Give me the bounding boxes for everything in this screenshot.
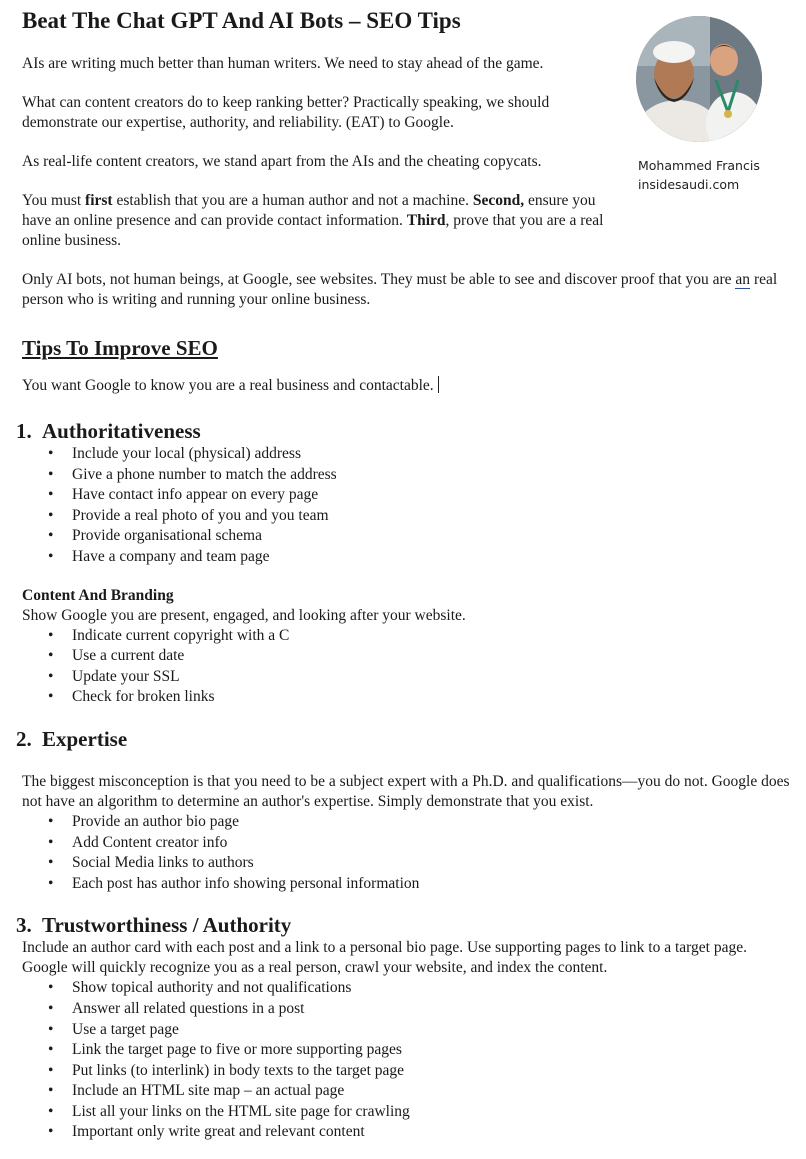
list-item: • Provide a real photo of you and you team [22,506,792,527]
page-title: Beat The Chat GPT And AI Bots – SEO Tips [22,8,461,33]
tips-heading: Tips To Improve SEO [22,336,218,360]
intro-paragraph-2: What can content creators do to keep ranking better? Practically speaking, we should demonstrate our expertise, authority, and reliability. (EAT) to Google. [22,94,550,131]
intro-paragraph-3: As real-life content creators, we stand apart from the AIs and the cheating copycats. [22,153,542,170]
list-item: • Include an HTML site map – an actual page [22,1081,792,1102]
list-item: • Important only write great and relevant content [22,1122,792,1143]
list-item: • Have a company and team page [22,547,792,568]
list-item: • Provide an author bio page [22,812,792,833]
author-name: Mohammed Francis [638,158,760,173]
section-trustworthiness-heading: 3. Trustworthiness / Authority [16,913,292,938]
list-item: • List all your links on the HTML site page for crawling [22,1102,792,1123]
trustworthiness-list [22,978,792,1143]
text-cursor [438,376,439,393]
section-expertise-heading: 2. Expertise [16,726,128,751]
list-item: • Provide organisational schema [22,526,792,547]
list-item: • Show topical authority and not qualifications [22,978,792,999]
document-body [16,6,792,1143]
list-item: • Use a current date [22,646,792,667]
tips-lead: You want Google to know you are a real business and contactable. [22,376,792,396]
list-item: • Use a target page [22,1020,792,1041]
intro-paragraph-1: AIs are writing much better than human writers. We need to stay ahead of the game. [22,55,544,72]
expertise-lead: The biggest misconception is that you need to be a subject expert with a Ph.D. and qualifications—you do not. Google does not have an algorithm to determine an author's expertise. Simply demonstrate that you exist. [22,772,790,810]
intro-paragraph-4: You must first establish that you are a human author and not a machine. Second, ensure you have an online presence and can provide contact information. Third, prove that you are a real online business. [22,192,604,249]
section-authoritativeness-heading: 1. Authoritativeness [16,419,201,443]
author-site: insidesaudi.com [638,177,740,192]
list-item: • Put links (to interlink) in body texts to the target page [22,1061,792,1082]
content-branding-heading: Content And Branding [22,586,174,604]
trustworthiness-lead: Include an author card with each post and a link to a personal bio page. Use supporting pages to link to a target page. Google will quickly recognize you as a real person, crawl your website, and index the content. [22,939,747,977]
authoritativeness-list [22,444,792,568]
list-item: • Answer all related questions in a post [22,999,792,1020]
list-item: • Indicate current copyright with a C [22,626,792,647]
list-item: • Social Media links to authors [22,853,792,874]
expertise-list [22,812,792,894]
list-item: • Update your SSL [22,667,792,688]
list-item: • Have contact info appear on every page [22,485,792,506]
list-item: • Include your local (physical) address [22,444,792,465]
content-branding-list [22,626,792,708]
list-item: • Give a phone number to match the address [22,465,792,486]
list-item: • Add Content creator info [22,833,792,854]
list-item: • Each post has author info showing personal information [22,874,792,895]
content-branding-lead: Show Google you are present, engaged, and looking after your website. [22,606,466,624]
list-item: • Check for broken links [22,687,792,708]
intro-paragraph-5: Only AI bots, not human beings, at Google, see websites. They must be able to see and discover proof that you are an real person who is writing and running your online business. [22,271,778,308]
list-item: • Link the target page to five or more supporting pages [22,1040,792,1061]
